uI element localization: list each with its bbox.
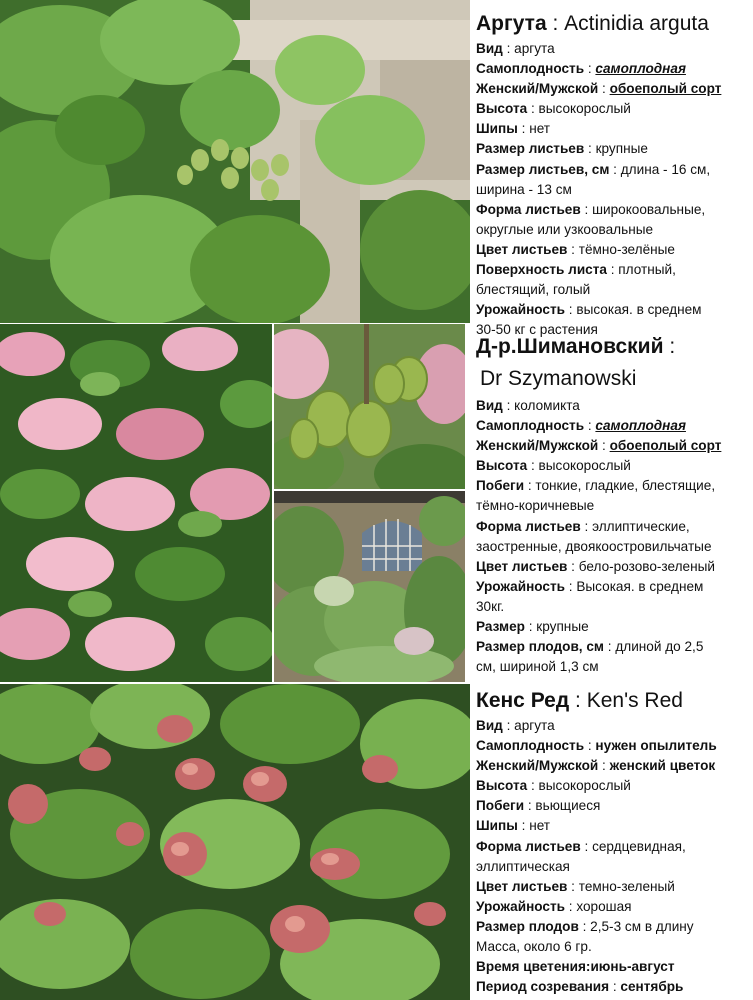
property-row [476,877,753,897]
property-key: Форма листьев [476,838,581,854]
arguta-title: Аргута : Actinidia arguta [476,12,709,35]
property-row [476,776,753,796]
szymanowski-title-latin: Dr Szymanowski [480,367,637,390]
property-separator: : [502,398,515,413]
property-value: нет [529,121,551,137]
kens-red-properties [476,716,753,997]
property-value: коломикта [514,398,580,413]
property-key: Вид [476,398,503,413]
property-separator: : [527,778,539,794]
property-value: тёмно-зелёные [578,241,675,257]
property-value: аргута [514,718,555,733]
property-row [476,119,753,139]
property-value: сентябрь [620,979,684,995]
property-row [476,637,753,657]
property-value-continuation: ширина - 13 см [476,181,572,197]
property-row [476,837,753,857]
property-key: Высота [476,458,528,474]
szymanowski-fruit-photo [274,324,465,489]
property-separator: : [565,578,577,594]
property-value: тонкие, гладкие, блестящие, [535,478,716,494]
property-row [476,436,753,456]
property-value: темно-зеленый [578,878,675,894]
property-row [476,816,753,836]
property-value: самоплодная [595,61,686,77]
property-value: эллиптические, [592,518,690,534]
property-row [476,240,753,260]
property-key: Высота [476,778,528,794]
property-key: Цвет листьев [476,241,568,257]
property-separator: : [580,838,593,854]
property-value: нет [529,818,551,834]
property-key: Самоплодность [476,738,585,754]
property-separator: : [598,758,610,774]
property-key: Урожайность [476,898,565,914]
szymanowski-panel [476,334,753,677]
property-value: обоеполый сорт [609,81,722,97]
kens-red-title: Кенс Ред : Ken's Red [476,689,683,712]
property-value: широкоовальные, [592,201,706,217]
property-key: Женский/Мужской [476,81,599,97]
property-value: июнь-август [590,959,675,975]
property-key: Шипы [476,818,518,834]
property-separator: : [565,302,577,318]
property-row [476,617,753,637]
property-value: сердцевидная, [592,838,686,854]
property-row [476,39,753,59]
property-row [476,577,753,597]
property-value: высокорослый [538,778,631,794]
property-value-continuation: блестящий, голый [476,282,591,298]
property-separator: : [567,241,579,257]
property-key: Размер листьев [476,141,585,157]
property-value: хорошая [576,898,632,914]
property-value-continuation: эллиптическая [476,858,570,874]
property-row [476,396,753,416]
property-key: Женский/Мужской [476,758,599,774]
property-value: длина - 16 см, [620,161,711,177]
property-value-continuation: заостренные, двоякоостровильчатые [476,538,712,554]
property-separator: : [567,558,579,574]
property-value: обоеполый сорт [609,438,722,454]
property-key: Поверхность листа [476,262,607,278]
property-key: Цвет листьев [476,878,568,894]
property-separator: : [598,438,610,454]
property-row [476,716,753,736]
property-key: Размер плодов [476,918,579,934]
property-value: самоплодная [595,418,686,434]
property-row [476,59,753,79]
property-key: Женский/Мужской [476,438,599,454]
kens-red-panel [476,688,753,997]
property-row [476,476,753,496]
property-separator: : [580,518,593,534]
kens-red-photo [0,684,470,1000]
property-key: Цвет листьев [476,558,568,574]
property-separator: : [584,418,596,434]
property-value-continuation: 30-50 кг с растения [476,322,598,338]
property-separator: : [502,41,515,56]
property-value: плотный, [618,262,676,278]
property-row [476,977,753,997]
property-value-continuation: см, шириной 1,3 см [476,659,599,675]
property-separator: : [606,262,619,278]
property-row [476,99,753,119]
property-value: крупные [595,141,648,157]
property-key: Вид [476,41,503,56]
property-value: высокорослый [538,101,631,117]
property-separator: : [584,738,596,754]
property-key: Шипы [476,121,518,137]
property-key: Форма листьев [476,518,581,534]
szymanowski-title: Д-р.Шимановский : [476,335,676,358]
property-row [476,416,753,436]
property-row [476,200,753,220]
property-value: высокорослый [538,458,631,474]
property-value-continuation: 30кг. [476,598,505,614]
property-separator: : [517,818,530,834]
property-value: женский цветок [609,758,716,774]
property-value-continuation: округлые или узкоовальные [476,221,654,237]
property-row [476,300,753,320]
property-key: Урожайность [476,578,565,594]
property-key: Вид [476,718,503,733]
property-key: Размер [476,619,525,635]
property-separator: : [585,959,591,975]
property-key: Высота [476,101,528,117]
szymanowski-leaves-photo [0,324,272,682]
property-separator: : [567,878,579,894]
property-separator: : [603,639,616,655]
property-separator: : [598,81,610,97]
property-key: Размер плодов, см [476,639,604,655]
arguta-panel [476,11,753,340]
property-separator: : [527,101,539,117]
property-row [476,557,753,577]
property-separator: : [565,898,577,914]
property-key: Размер листьев, см [476,161,610,177]
property-value: длиной до 2,5 [615,639,704,655]
property-separator: : [609,161,621,177]
property-separator: : [584,141,596,157]
property-key: Побеги [476,798,525,814]
property-row [476,456,753,476]
szymanowski-properties [476,396,753,677]
property-key: Урожайность [476,302,565,318]
property-separator: : [524,798,536,814]
property-key: Побеги [476,478,525,494]
property-row [476,517,753,537]
property-row [476,139,753,159]
property-value: Высокая. в среднем [576,578,704,594]
property-row [476,897,753,917]
property-value: нужен опылитель [595,738,717,754]
property-key: Самоплодность [476,61,585,77]
property-separator: : [578,918,591,934]
szymanowski-wall-photo [274,491,465,682]
property-key: Самоплодность [476,418,585,434]
property-key: Форма листьев [476,201,581,217]
property-separator: : [527,458,539,474]
property-value-continuation: Масса, около 6 гр. [476,939,592,955]
arguta-properties [476,39,753,340]
property-separator: : [584,61,596,77]
property-separator: : [502,718,515,733]
property-row [476,796,753,816]
property-key: Период созревания [476,979,610,995]
property-value: бело-розово-зеленый [578,558,715,574]
property-separator: : [580,201,593,217]
property-row [476,160,753,180]
property-separator: : [609,979,621,995]
property-value: высокая. в среднем [576,302,702,318]
property-value: 2,5-3 см в длину [590,918,694,934]
property-separator: : [524,478,536,494]
property-value: вьющиеся [535,798,601,814]
arguta-photo [0,0,470,323]
property-row [476,957,753,977]
property-row [476,736,753,756]
property-separator: : [524,619,537,635]
property-value: аргута [514,41,555,56]
property-row [476,260,753,280]
property-row [476,756,753,776]
property-row [476,79,753,99]
property-key: Время цветения [476,959,586,975]
property-value: крупные [536,619,589,635]
property-separator: : [517,121,530,137]
property-row [476,917,753,937]
property-value-continuation: тёмно-коричневые [476,498,595,514]
